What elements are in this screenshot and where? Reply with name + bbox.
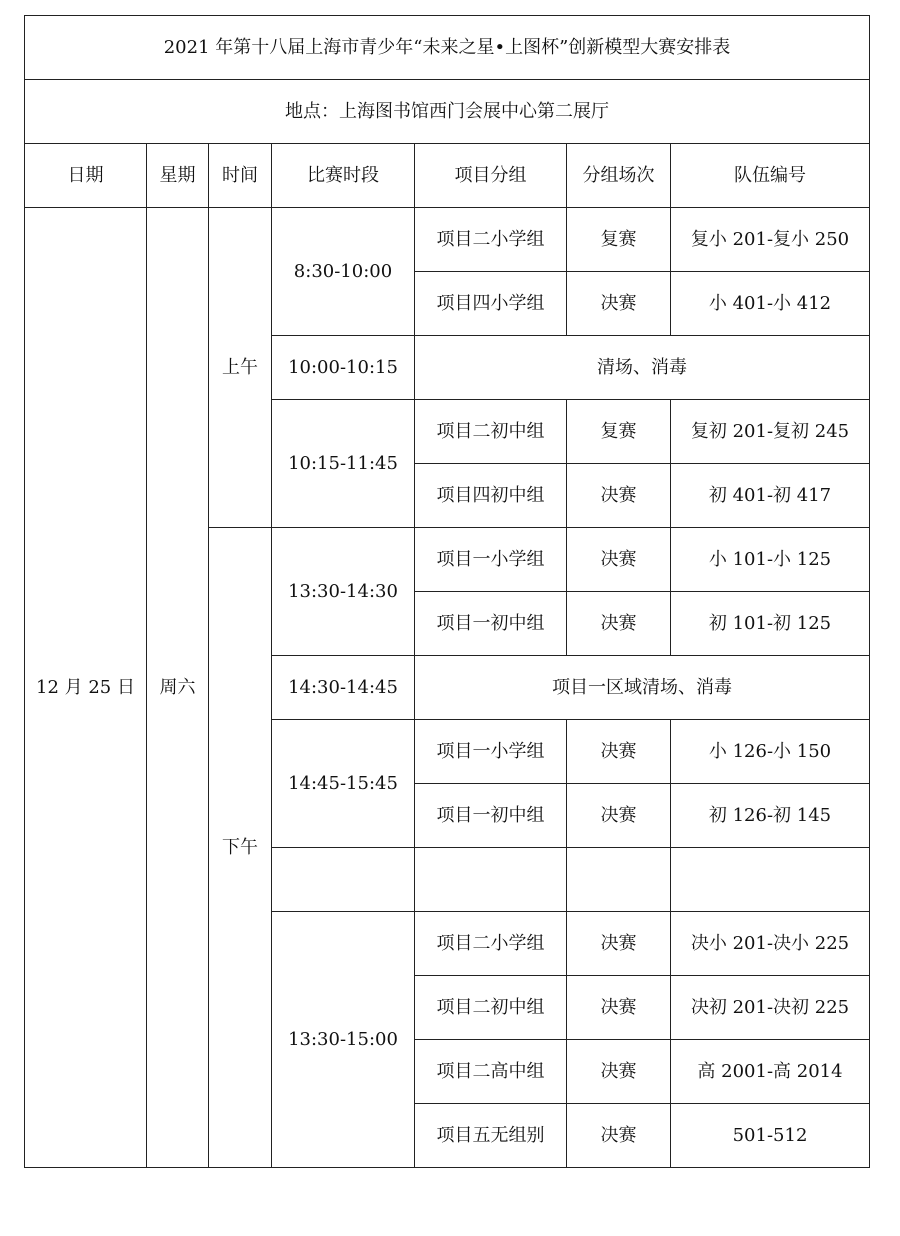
teams-cell: 高 2001-高 2014 xyxy=(671,1040,870,1104)
group-cell: 项目一初中组 xyxy=(415,592,567,656)
empty-cell xyxy=(567,848,671,912)
table-row xyxy=(25,208,870,272)
round-cell: 决赛 xyxy=(567,1040,671,1104)
slot-cell: 10:15-11:45 xyxy=(272,400,415,528)
teams-cell: 复小 201-复小 250 xyxy=(671,208,870,272)
header-slot: 比赛时段 xyxy=(272,144,415,208)
header-row xyxy=(25,144,870,208)
round-cell: 决赛 xyxy=(567,272,671,336)
teams-cell: 小 101-小 125 xyxy=(671,528,870,592)
morning-cell: 上午 xyxy=(209,208,272,528)
slot-cell: 14:30-14:45 xyxy=(272,656,415,720)
round-cell: 决赛 xyxy=(567,464,671,528)
slot-cell: 14:45-15:45 xyxy=(272,720,415,848)
slot-cell: 8:30-10:00 xyxy=(272,208,415,336)
round-cell: 决赛 xyxy=(567,784,671,848)
date-cell: 12 月 25 日 xyxy=(25,208,147,1168)
empty-cell xyxy=(415,848,567,912)
break-cell: 清场、消毒 xyxy=(415,336,870,400)
group-cell: 项目二小学组 xyxy=(415,208,567,272)
empty-cell xyxy=(272,848,415,912)
round-cell: 复赛 xyxy=(567,400,671,464)
schedule-table xyxy=(24,15,870,1168)
table-title: 2021 年第十八届上海市青少年“未来之星•上图杯”创新模型大赛安排表 xyxy=(25,16,870,80)
header-date: 日期 xyxy=(25,144,147,208)
round-cell: 决赛 xyxy=(567,976,671,1040)
round-cell: 决赛 xyxy=(567,592,671,656)
group-cell: 项目二初中组 xyxy=(415,976,567,1040)
round-cell: 复赛 xyxy=(567,208,671,272)
group-cell: 项目五无组别 xyxy=(415,1104,567,1168)
teams-cell: 小 126-小 150 xyxy=(671,720,870,784)
group-cell: 项目四初中组 xyxy=(415,464,567,528)
afternoon-cell: 下午 xyxy=(209,528,272,1168)
group-cell: 项目一小学组 xyxy=(415,528,567,592)
break-cell: 项目一区域清场、消毒 xyxy=(415,656,870,720)
teams-cell: 小 401-小 412 xyxy=(671,272,870,336)
header-round: 分组场次 xyxy=(567,144,671,208)
group-cell: 项目一小学组 xyxy=(415,720,567,784)
header-time: 时间 xyxy=(209,144,272,208)
round-cell: 决赛 xyxy=(567,528,671,592)
round-cell: 决赛 xyxy=(567,912,671,976)
round-cell: 决赛 xyxy=(567,1104,671,1168)
group-cell: 项目二高中组 xyxy=(415,1040,567,1104)
slot-cell: 10:00-10:15 xyxy=(272,336,415,400)
group-cell: 项目四小学组 xyxy=(415,272,567,336)
header-group: 项目分组 xyxy=(415,144,567,208)
group-cell: 项目二初中组 xyxy=(415,400,567,464)
teams-cell: 初 401-初 417 xyxy=(671,464,870,528)
teams-cell: 复初 201-复初 245 xyxy=(671,400,870,464)
group-cell: 项目二小学组 xyxy=(415,912,567,976)
empty-cell xyxy=(671,848,870,912)
slot-cell: 13:30-15:00 xyxy=(272,912,415,1168)
group-cell: 项目一初中组 xyxy=(415,784,567,848)
teams-cell: 初 101-初 125 xyxy=(671,592,870,656)
teams-cell: 决小 201-决小 225 xyxy=(671,912,870,976)
header-teams: 队伍编号 xyxy=(671,144,870,208)
teams-cell: 初 126-初 145 xyxy=(671,784,870,848)
header-weekday: 星期 xyxy=(147,144,209,208)
teams-cell: 决初 201-决初 225 xyxy=(671,976,870,1040)
round-cell: 决赛 xyxy=(567,720,671,784)
weekday-cell: 周六 xyxy=(147,208,209,1168)
location: 地点：上海图书馆西门会展中心第二展厅 xyxy=(25,80,870,144)
teams-cell: 501-512 xyxy=(671,1104,870,1168)
slot-cell: 13:30-14:30 xyxy=(272,528,415,656)
